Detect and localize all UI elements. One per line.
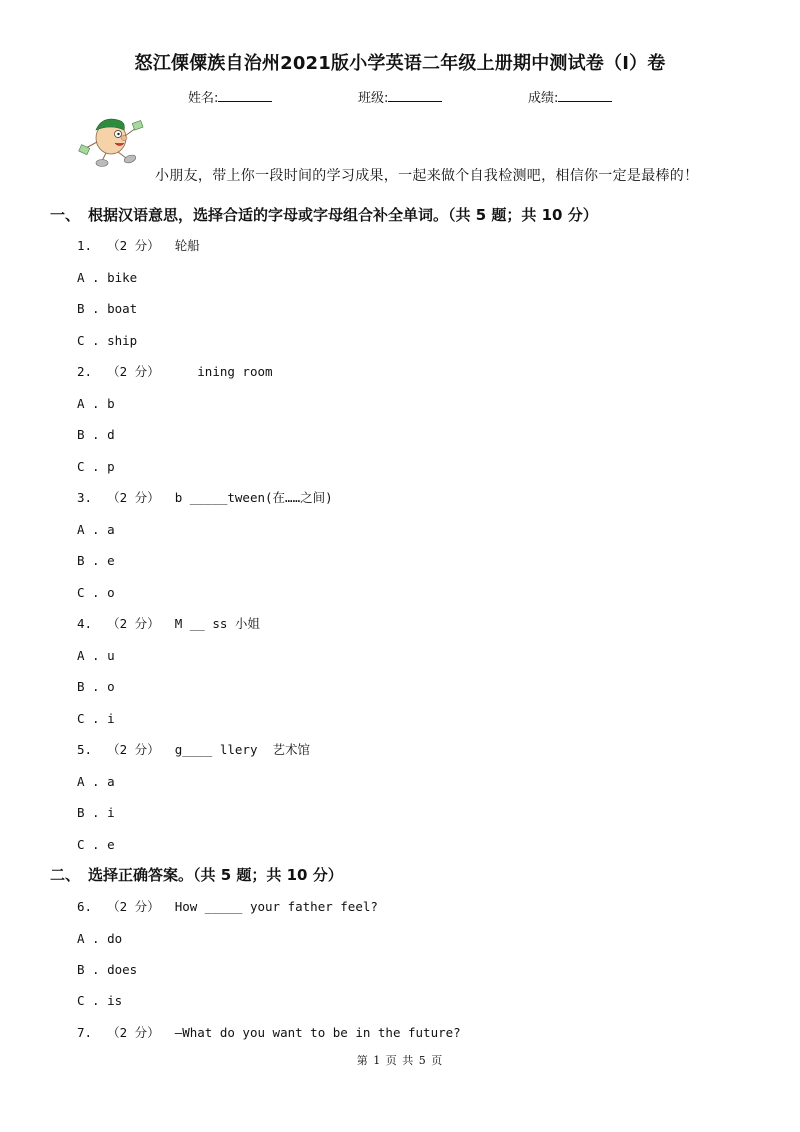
option-4c[interactable]: C . i [77,711,115,726]
name-field [188,87,272,106]
name-label: 姓名: [188,91,219,106]
option-1a[interactable]: A . bike [77,270,138,285]
class-field [358,87,442,106]
cartoon-mascot-icon [78,114,148,170]
question-4: 4. （2 分） M __ ss 小姐 [77,616,260,631]
option-4a[interactable]: A . u [77,648,115,663]
option-3b[interactable]: B . e [77,553,115,568]
page-title: 怒江傈僳族自治州2021版小学英语二年级上册期中测试卷（I）卷 [134,53,666,74]
option-3a[interactable]: A . a [77,522,115,537]
option-5b[interactable]: B . i [77,805,115,820]
section-title: 选择正确答案。（共 5 题；共 10 分） [88,866,343,884]
section-title: 根据汉语意思，选择合适的字母或字母组合补全单词。（共 5 题；共 10 分） [88,206,598,224]
option-5a[interactable]: A . a [77,774,115,789]
question-2: 2. （2 分） ining room [77,364,273,379]
option-1b[interactable]: B . boat [77,301,138,316]
score-label: 成绩: [528,91,559,106]
option-1c[interactable]: C . ship [77,333,138,348]
question-6: 6. （2 分） How _____ your father feel? [77,899,378,914]
option-3c[interactable]: C . o [77,585,115,600]
score-blank [558,89,612,102]
option-6a[interactable]: A . do [77,931,123,946]
section-2-heading [50,864,343,885]
question-7: 7. （2 分） —What do you want to be in the future? [77,1025,461,1040]
page-footer: 第 1 页 共 5 页 [356,1054,444,1067]
section-number: 一、 [50,206,81,224]
class-label: 班级: [358,91,389,106]
option-6b[interactable]: B . does [77,962,138,977]
option-5c[interactable]: C . e [77,837,115,852]
option-6c[interactable]: C . is [77,993,123,1008]
option-2b[interactable]: B . d [77,427,115,442]
class-blank [388,89,442,102]
name-blank [218,89,272,102]
option-4b[interactable]: B . o [77,679,115,694]
question-5: 5. （2 分） g____ llery 艺术馆 [77,742,311,757]
section-number: 二、 [50,866,81,884]
question-3: 3. （2 分） b _____tween(在……之间) [77,490,333,505]
question-1: 1. （2 分） 轮船 [77,238,200,253]
score-field [528,87,612,106]
section-1-heading [50,204,598,225]
intro-text: 小朋友，带上你一段时间的学习成果，一起来做个自我检测吧，相信你一定是最棒的！ [155,168,699,184]
option-2a[interactable]: A . b [77,396,115,411]
option-2c[interactable]: C . p [77,459,115,474]
